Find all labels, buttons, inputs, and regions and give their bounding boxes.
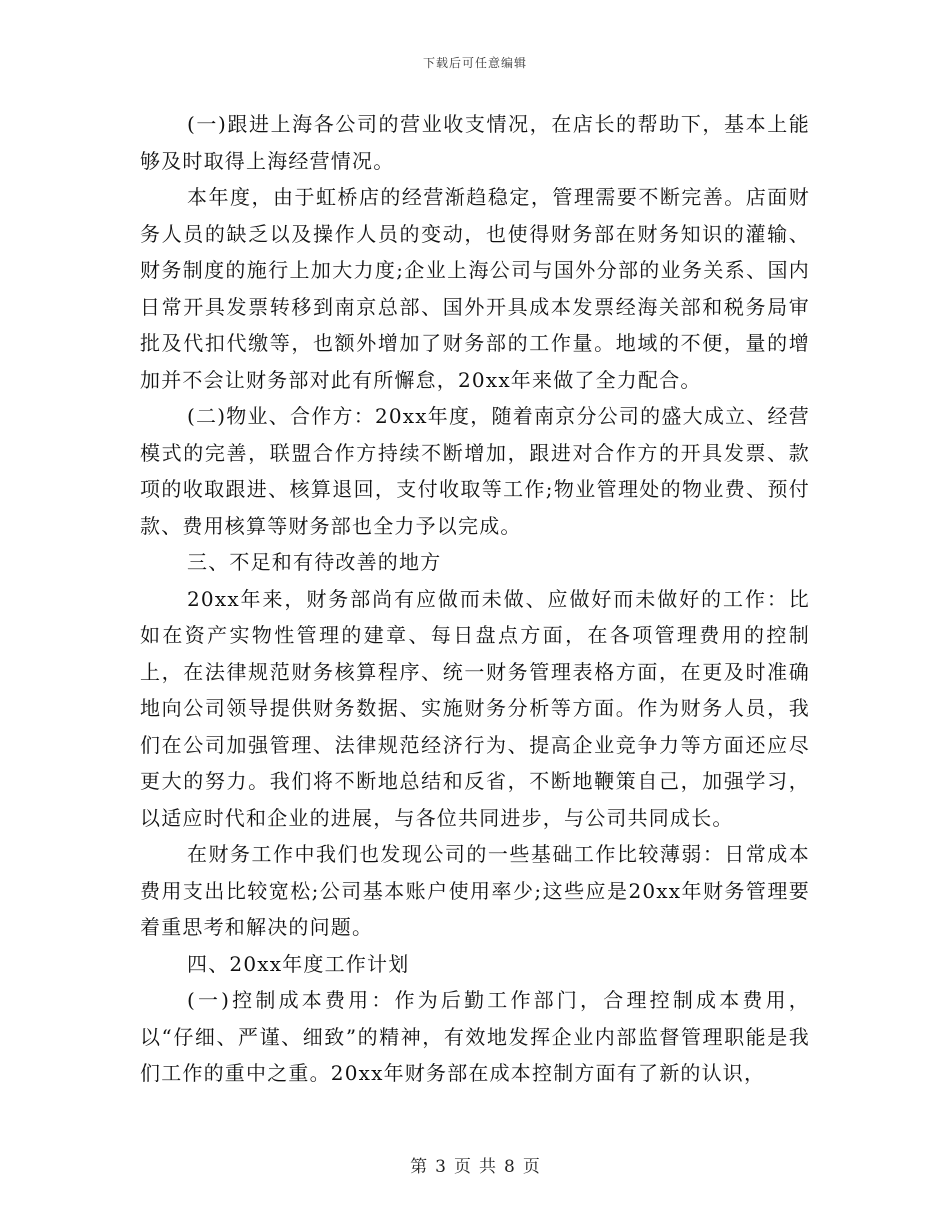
footer-suffix: 页	[522, 1157, 540, 1177]
footer-current-page: 3	[435, 1157, 446, 1177]
footer-page-word: 页	[454, 1157, 471, 1177]
paragraph-cost-control: (一)控制成本费用：作为后勤工作部门，合理控制成本费用，以“仔细、严谨、细致”的精神，有效地发挥企业内部监督管理职能是我们工作的重中之重。20xx年财务部在成本控制方面有了新的认识，	[140, 988, 810, 1085]
paragraph-weak-foundations: 在财务工作中我们也发现公司的一些基础工作比较薄弱：日常成本费用支出比较宽松;公司基本账户使用率少;这些应是20xx年财务管理要着重思考和解决的问题。	[140, 842, 810, 939]
paragraph-property-partners: (二)物业、合作方：20xx年度，随着南京分公司的盛大成立、经营模式的完善，联盟合作方持续不断增加，跟进对合作方的开具发票、款项的收取跟进、核算退回，支付收取等工作;物业管理处的物业费、预付款、费用核算等财务部也全力予以完成。	[140, 404, 810, 538]
section-heading-shortcomings: 三、不足和有待改善的地方	[187, 550, 442, 574]
document-body	[140, 106, 810, 1092]
page-header-note: 下载后可任意编辑	[422, 56, 527, 70]
footer-total-prefix: 共	[479, 1157, 496, 1177]
paragraph-hongqiao-store: 本年度，由于虹桥店的经营渐趋稳定，管理需要不断完善。店面财务人员的缺乏以及操作人员的变动，也使得财务部在财务知识的灌输、财务制度的施行上加大力度;企业上海公司与国外分部的业务关系、国内日常开具发票转移到南京总部、国外开具成本发票经海关部和税务局审批及代扣代缴等，也额外增加了财务部的工作量。地域的不便，量的增加并不会让财务部对此有所懈怠，20xx年来做了全力配合。	[140, 185, 810, 392]
section-heading-work-plan: 四、20xx年度工作计划	[187, 951, 410, 976]
footer-total-pages: 8	[504, 1157, 515, 1177]
page-footer	[0, 1152, 950, 1177]
footer-prefix: 第	[410, 1157, 428, 1177]
paragraph-shortcomings: 20xx年来，财务部尚有应做而未做、应做好而未做好的工作：比如在资产实物性管理的建章、每日盘点方面，在各项管理费用的控制上，在法律规范财务核算程序、统一财务管理表格方面，在更及时准确地向公司领导提供财务数据、实施财务分析等方面。作为财务人员，我们在公司加强管理、法律规范经济行为、提高企业竞争力等方面还应尽更大的努力。我们将不断地总结和反省，不断地鞭策自己，加强学习，以适应时代和企业的进展，与各位共同进步，与公司共同成长。	[140, 586, 810, 830]
paragraph-shanghai-followup: (一)跟进上海各公司的营业收支情况，在店长的帮助下，基本上能够及时取得上海经营情况。	[140, 112, 810, 173]
